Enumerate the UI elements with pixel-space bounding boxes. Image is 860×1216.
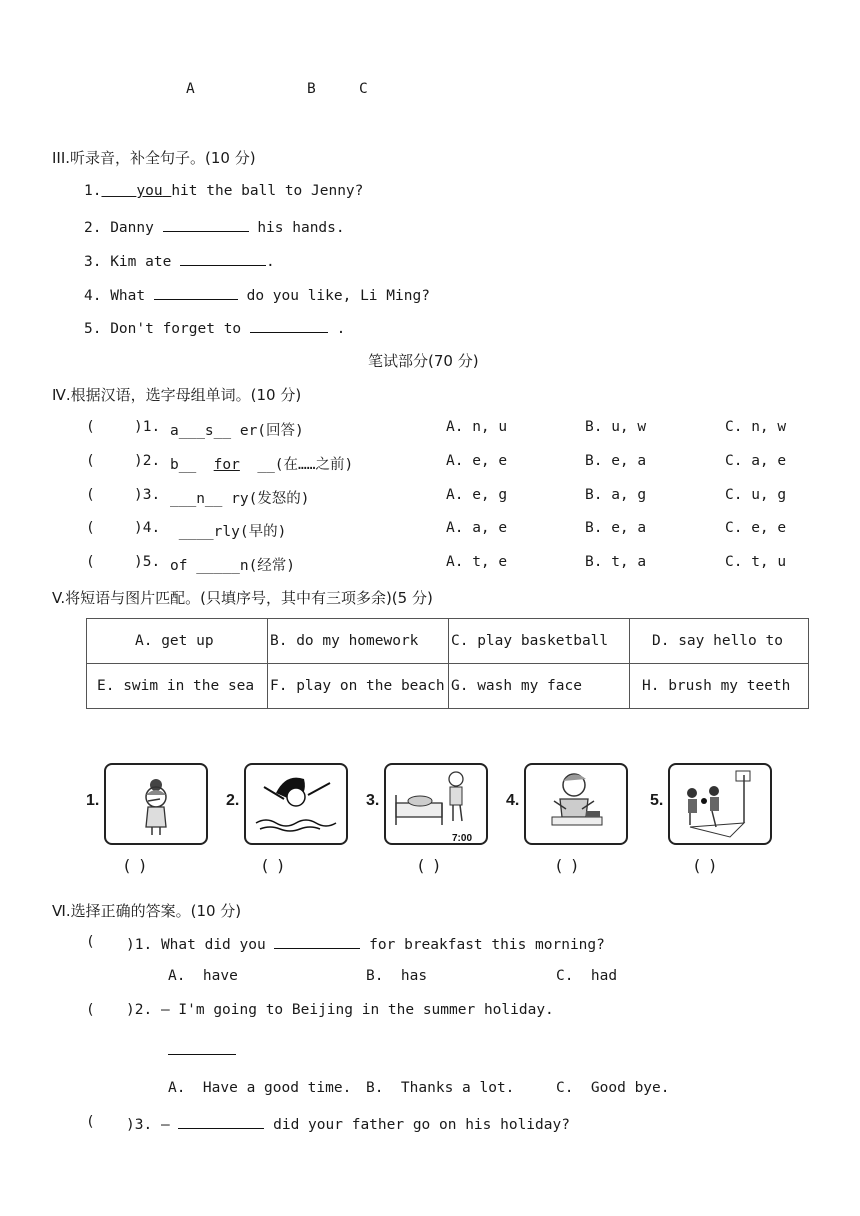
choice-c[interactable]: C. a, e xyxy=(725,453,787,469)
item-number: 1. xyxy=(84,183,102,199)
choice-b[interactable]: B. e, a xyxy=(585,453,647,469)
item-text: hit the ball to Jenny? xyxy=(171,183,364,199)
picture-answer-5[interactable]: ( ) xyxy=(694,856,718,875)
phrase-option-h: H. brush my teeth xyxy=(630,664,809,709)
question-number: )4. xyxy=(134,520,161,536)
section4-title: Ⅳ.根据汉语，选字母组单词。(10 分) xyxy=(52,386,302,404)
phrase-option-e: E. swim in the sea xyxy=(87,664,268,709)
s3-item-4: 4. What do you like, Li Ming? xyxy=(84,285,430,304)
word-puzzle: ____rly(早的) xyxy=(170,524,287,540)
phrase-option-a: A. get up xyxy=(87,619,268,664)
picture-number-1: 1. xyxy=(86,792,100,809)
phrase-option-c: C. play basketball xyxy=(449,619,630,664)
s6-question-1: )1. What did you for breakfast this morning? xyxy=(126,934,605,953)
choice-a[interactable]: A. t, e xyxy=(446,554,508,570)
choice-c[interactable]: C. n, w xyxy=(725,419,787,435)
picture-answer-3[interactable]: ( ) xyxy=(418,856,442,875)
choice-c[interactable]: C. had xyxy=(556,968,618,984)
picture-number-5: 5. xyxy=(650,792,664,809)
phrase-options-table xyxy=(86,618,809,709)
phrase-option-f: F. play on the beach xyxy=(268,664,449,709)
picture-number-2: 2. xyxy=(226,792,240,809)
picture-number-4: 4. xyxy=(506,792,520,809)
phrase-option-g: G. wash my face xyxy=(449,664,630,709)
s3-item-1 xyxy=(84,183,363,199)
answer-blank[interactable] xyxy=(154,285,238,300)
kids-basketball-icon xyxy=(668,763,772,845)
answer-blank[interactable] xyxy=(180,251,266,266)
picture-answer-2[interactable]: ( ) xyxy=(262,856,286,875)
word-puzzle: of _____n(经常) xyxy=(170,558,296,574)
choice-a[interactable]: A. Have a good time. xyxy=(168,1080,352,1096)
s3-item-2: 2. Danny his hands. xyxy=(84,217,345,236)
choice-c[interactable]: C. t, u xyxy=(725,554,787,570)
choice-b[interactable]: B. has xyxy=(366,968,428,984)
word-puzzle: b__ for __(在……之前) xyxy=(170,457,354,473)
choice-a[interactable]: A. e, e xyxy=(446,453,508,469)
choice-a[interactable]: A. a, e xyxy=(446,520,508,536)
answer-paren[interactable]: ( xyxy=(86,520,95,536)
answer-paren[interactable]: ( xyxy=(86,554,95,570)
picture-number-3: 3. xyxy=(366,792,380,809)
section5-title: V.将短语与图片匹配。(只填序号，其中有三项多余)(5 分) xyxy=(52,589,433,607)
phrase-option-d: D. say hello to xyxy=(630,619,809,664)
phrase-option-b: B. do my homework xyxy=(268,619,449,664)
answer-paren[interactable]: ( xyxy=(86,453,95,469)
s6-question-3: )3. — did your father go on his holiday? xyxy=(126,1114,570,1133)
option-letter-a: A xyxy=(186,81,195,97)
answer-blank[interactable] xyxy=(163,217,249,232)
question-number: )2. xyxy=(134,453,161,469)
picture-answer-4[interactable]: ( ) xyxy=(556,856,580,875)
answer-blank[interactable] xyxy=(274,934,360,949)
option-letter-c: C xyxy=(359,81,368,97)
boy-washing-face-icon xyxy=(524,763,628,845)
word-puzzle: ___n__ ry(发怒的) xyxy=(170,491,310,507)
choice-b[interactable]: B. u, w xyxy=(585,419,647,435)
answer-blank[interactable] xyxy=(168,1040,236,1055)
choice-a[interactable]: A. have xyxy=(168,968,238,984)
question-number: )3. xyxy=(134,487,161,503)
s3-item-3: 3. Kim ate . xyxy=(84,251,275,270)
answer-paren[interactable]: ( xyxy=(86,1002,95,1018)
section6-title: Ⅵ.选择正确的答案。(10 分) xyxy=(52,902,242,920)
filled-blank: you xyxy=(136,183,163,199)
choice-b[interactable]: B. a, g xyxy=(585,487,647,503)
choice-a[interactable]: A. e, g xyxy=(446,487,508,503)
clock-time: 7:00 xyxy=(452,833,473,843)
question-number: )5. xyxy=(134,554,161,570)
girl-brushing-teeth-icon xyxy=(104,763,208,845)
answer-paren[interactable]: ( xyxy=(86,487,95,503)
question-number: )1. xyxy=(134,419,161,435)
answer-blank[interactable] xyxy=(250,318,328,333)
s3-item-5: 5. Don't forget to . xyxy=(84,318,345,337)
choice-b[interactable]: B. t, a xyxy=(585,554,647,570)
answer-paren[interactable]: ( xyxy=(86,1114,95,1130)
written-part-heading: 笔试部分(70 分) xyxy=(368,352,479,370)
choice-c[interactable]: C. e, e xyxy=(725,520,787,536)
word-puzzle: a___s__ er(回答) xyxy=(170,423,304,439)
choice-b[interactable]: B. Thanks a lot. xyxy=(366,1080,515,1096)
answer-blank[interactable] xyxy=(178,1114,264,1129)
picture-answer-1[interactable]: ( ) xyxy=(124,856,148,875)
choice-c[interactable]: C. Good bye. xyxy=(556,1080,670,1096)
girl-swimming-icon xyxy=(244,763,348,845)
boy-getting-up-icon xyxy=(384,763,488,845)
option-letter-b: B xyxy=(307,81,316,97)
choice-b[interactable]: B. e, a xyxy=(585,520,647,536)
choice-a[interactable]: A. n, u xyxy=(446,419,508,435)
choice-c[interactable]: C. u, g xyxy=(725,487,787,503)
answer-paren[interactable]: ( xyxy=(86,419,95,435)
answer-paren[interactable]: ( xyxy=(86,934,95,950)
section3-title: III.听录音，补全句子。(10 分) xyxy=(52,149,256,167)
s6-question-2: )2. — I'm going to Beijing in the summer holiday. xyxy=(126,1002,554,1018)
